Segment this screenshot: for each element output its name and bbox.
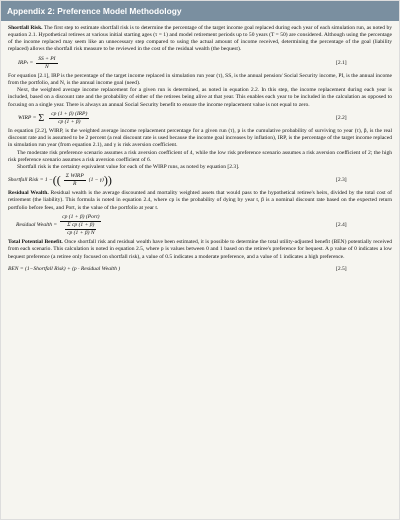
eq4-number: [2.4] — [336, 221, 347, 228]
eq1-explanation: For equation [2.1], IRP is the percentage of the target income replaced in simulation run year (τ), SS, is the annual pension/ Social Security income, PI, is the annual income from the portfolio, and N, is the annual income goal (need). — [8, 72, 392, 87]
certainty-equivalent: Shortfall risk is the certainty equivalent value for each of the WIRP runs, as noted by equation [2.3]. — [17, 163, 240, 170]
eq4-bottom: cp (1 + β) N — [67, 230, 95, 237]
shortfall-text: The first step to estimate shortfall risk is to determine the percentage of the target income goal replaced during each year of each simulation run, as noted by equation 2.1. Hypothetical retirees at various initial starting ages (τ = 1) and model retirement periods up to 50 years (T = 50) are considered. Although using the percentage of the income replaced may seem like an unnecessary step compared to using the actual amount of income received, determining the percentage of the goal (liability replaced) allows the shortfall risk measure to be reviewed in the cost of the residual wealth (the bequest). — [8, 25, 392, 53]
equation-2-3 — [8, 173, 392, 188]
eq4-top: cp (1 + β) (Port) — [60, 214, 101, 222]
eq2-numerator: cp (1 + β) (IRP) — [49, 111, 89, 119]
appendix-header — [1, 1, 399, 21]
eq3-fraction — [64, 173, 86, 188]
eq2-explanation: In equation [2.2], WIRP, is the weighted average income replacement percentage for a given run (τ), p is the cumulative probability of surviving to year (τ), β, is the real discount rate and is assumed to be 2 percent (a real discount rate is used because the income goal increases by inflation), IRP, is the percentage of the target income replaced in simulation run year (from equation 2.1), and γ is risk aversion coefficient. — [8, 128, 392, 149]
weighted-intro: Next, the weighted average income replacement for a given run is determined, as noted in equation 2.2. In this step, the income replacement during each year is included, based on a discount rate and the probability of either of the retirees being alive at that year. This enables each year to be included in the calculation as opposed to focusing on a single year. There is always an annual Social Security benefit to ensure the income replacement value is not equal to zero. — [8, 87, 392, 108]
residual-paragraph — [8, 190, 392, 211]
appendix-title: Appendix 2: Preference Model Methodology — [7, 6, 182, 16]
equation-2-1: IRP τ = $\frac{SS + PI}{N}$ [2.1] — [8, 56, 392, 71]
eq3-tail: (1 − γ) — [88, 177, 104, 184]
eq4-lhs: Residual Wealth = — [16, 221, 58, 228]
eq4-fraction — [60, 214, 101, 237]
eq3-numerator: Σ WIRP — [64, 173, 86, 181]
equation-2-4 — [8, 214, 392, 237]
equation-2-5 — [8, 266, 392, 273]
eq2-fraction — [49, 111, 89, 126]
risk-scenarios: The moderate risk preference scenario assumes a risk aversion coefficient of 4, while the low risk preference scenario assumes a risk aversion coefficient of 2; the high risk preference scenario assumes a risk aversion coefficient of 6. — [8, 149, 392, 163]
eq5-number: [2.5] — [336, 265, 347, 272]
residual-text: Residual wealth is the average discounted and mortality weighted assets that would pass to the hypothetical retiree's heirs, divided by the total cost of retirement (the liability). This formula is noted in equation 2.4, where cp is the probability of dying by year t, β is a nominal discount rate based on the expected return portfolio before fees, and Port, is the value of the portfolio at year t. — [8, 190, 392, 211]
eq1-denominator: N — [45, 63, 49, 70]
eq3-denominator: R — [73, 181, 77, 188]
eq2-lhs: WIRP — [18, 114, 32, 121]
eq3-number: [2.3] — [336, 177, 347, 184]
eq5-formula: BEN = (1−Shortfall Risk) + (p · Residual Wealth ) — [8, 265, 121, 272]
eq3-lhs: Shortfall Risk = 1 − — [8, 177, 53, 184]
benefit-heading: Total Potential Benefit. — [8, 239, 63, 246]
shortfall-paragraph — [8, 25, 392, 54]
benefit-paragraph — [8, 239, 392, 260]
equation-2-2: WIRP = Σ $\frac{\text{cp (1 + β) (IRP)}}{cp (1 + \beta)}$ [2.2] — [8, 111, 392, 126]
residual-heading: Residual Wealth. — [8, 190, 49, 197]
methodology-content — [1, 21, 399, 273]
sum-icon: Σ — [38, 112, 45, 124]
paren-close-icon: )) — [103, 173, 112, 188]
eq1-fraction — [36, 56, 57, 71]
eq1-lhs: IRP — [18, 59, 27, 66]
shortfall-heading: Shortfall Risk. — [8, 25, 43, 31]
eq1-number: [2.1] — [336, 59, 347, 66]
paren-open-icon: (( — [52, 173, 61, 188]
eq4-middle: Σ cp (1 + β) — [65, 222, 96, 230]
eq1-numerator: SS + PI — [36, 56, 57, 64]
eq2-denominator: cp (1 + β) — [58, 118, 81, 125]
benefit-text: Once shortfall risk and residual wealth have been estimated, it is possible to determine the total utility-adjusted benefit (BEN) potentially received from each scenario. This calculation is noted in equation 2.5, where p is values between 0 and 1 based on the retiree's preference for bequest. A p value of 0 indicates a low bequest preference (a retiree only focused on shortfall risk), a value of 0.5 indicates a moderate preference, and a value of 1 indicates a high preference. — [8, 239, 393, 260]
eq2-number: [2.2] — [336, 114, 347, 121]
